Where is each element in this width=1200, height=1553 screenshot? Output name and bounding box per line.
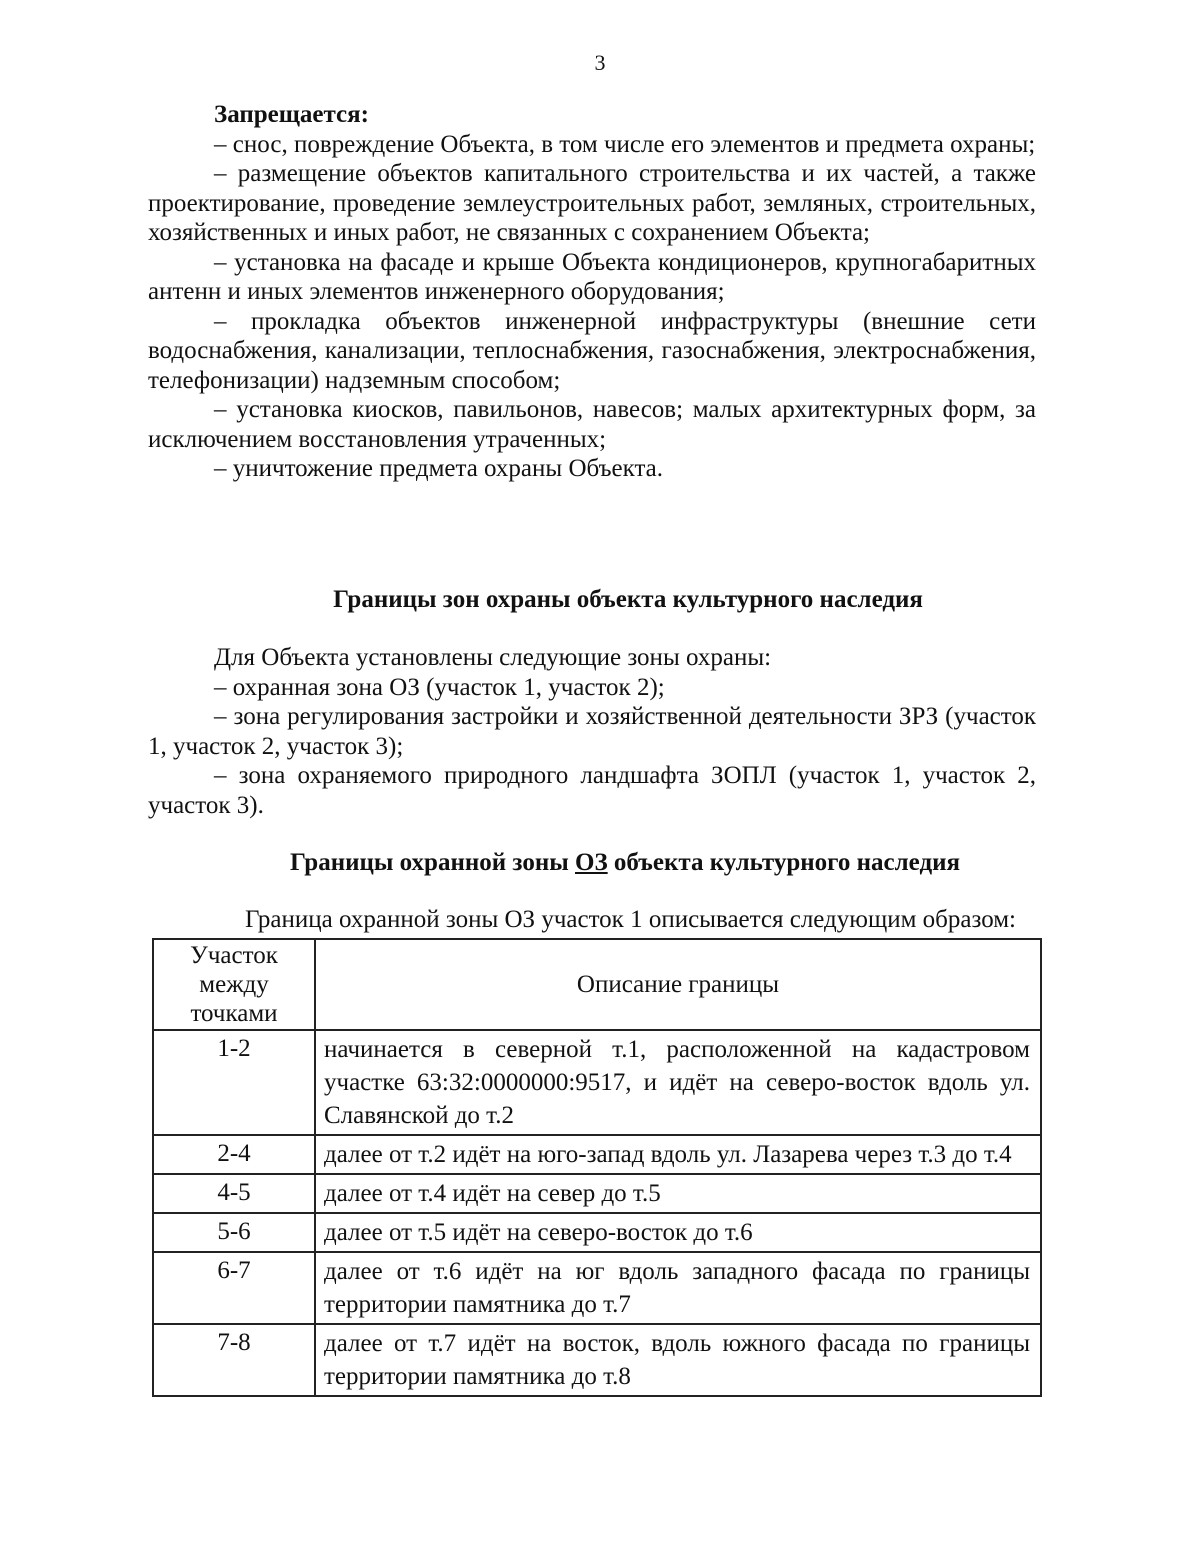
segment-cell: 5-6 <box>153 1213 315 1252</box>
description-cell: далее от т.2 идёт на юго-запад вдоль ул. Лазарева через т.3 до т.4 <box>315 1135 1041 1174</box>
table-caption: Граница охранной зоны ОЗ участок 1 описывается следующим образом: <box>245 906 1016 933</box>
prohibition-item: – снос, повреждение Объекта, в том числе его элементов и предмета охраны; <box>214 130 1036 158</box>
segment-cell: 1-2 <box>153 1030 315 1135</box>
zones-block <box>148 643 1036 820</box>
prohibition-item: – установка на фасаде и крыше Объекта кондиционеров, крупногабаритных антенн и иных элементов инженерного оборудования; <box>148 248 1036 305</box>
prohibition-item: – прокладка объектов инженерной инфраструктуры (внешние сети водоснабжения, канализации, теплоснабжения, газоснабжения, электроснабжения, телефонизации) надземным способом; <box>148 307 1036 394</box>
zone-item: – зона охраняемого природного ландшафта ЗОПЛ (участок 1, участок 2, участок 3). <box>148 762 1036 819</box>
oz-heading-prefix: Границы охранной зоны <box>289 849 575 876</box>
zones-heading: Границы зон охраны объекта культурного наследия <box>333 586 923 613</box>
description-cell: далее от т.6 идёт на юг вдоль западного фасада по границы территории памятника до т.7 <box>315 1252 1041 1324</box>
segment-cell: 4-5 <box>153 1174 315 1213</box>
oz-heading-suffix: объекта культурного наследия <box>607 849 961 876</box>
zone-item: – охранная зона ОЗ (участок 1, участок 2); <box>214 673 665 701</box>
description-cell: далее от т.4 идёт на север до т.5 <box>315 1174 1041 1213</box>
table-row <box>153 1135 1041 1174</box>
zone-item: – зона регулирования застройки и хозяйственной деятельности ЗРЗ (участок 1, участок 2, участок 3); <box>148 703 1036 760</box>
column-header-segment: Участок между точками <box>153 939 315 1030</box>
column-header-description: Описание границы <box>315 939 1041 1030</box>
oz-heading-code: ОЗ <box>575 849 608 876</box>
prohibition-item: – установка киосков, павильонов, навесов; малых архитектурных форм, за исключением восстановления утраченных; <box>148 396 1036 453</box>
zones-intro: Для Объекта установлены следующие зоны охраны: <box>214 644 772 671</box>
table-row <box>153 1213 1041 1252</box>
description-cell: начинается в северной т.1, расположенной на кадастровом участке 63:32:0000000:9517, и идёт на северо-восток вдоль ул. Славянской до т.2 <box>315 1030 1041 1135</box>
table-row <box>153 1174 1041 1213</box>
page-number: 3 <box>594 50 606 75</box>
prohibitions-block <box>148 100 1036 484</box>
segment-cell: 2-4 <box>153 1135 315 1174</box>
segment-cell: 7-8 <box>153 1324 315 1396</box>
prohibitions-title: Запрещается: <box>214 101 370 128</box>
prohibition-item: – размещение объектов капитального строительства и их частей, а также проектирование, проведение землеустроительных работ, земляных, строительных, хозяйственных и иных работ, не связанных с сохранением Объекта; <box>148 160 1036 246</box>
table-row <box>153 1324 1041 1396</box>
prohibition-item: – уничтожение предмета охраны Объекта. <box>214 455 664 482</box>
table-header-row <box>153 939 1041 1030</box>
table-row <box>153 1030 1041 1135</box>
description-cell: далее от т.5 идёт на северо-восток до т.6 <box>315 1213 1041 1252</box>
segment-cell: 6-7 <box>153 1252 315 1324</box>
table-row <box>153 1252 1041 1324</box>
boundary-table <box>152 938 1042 1397</box>
oz-heading <box>145 848 1105 878</box>
description-cell: далее от т.7 идёт на восток, вдоль южного фасада по границы территории памятника до т.8 <box>315 1324 1041 1396</box>
